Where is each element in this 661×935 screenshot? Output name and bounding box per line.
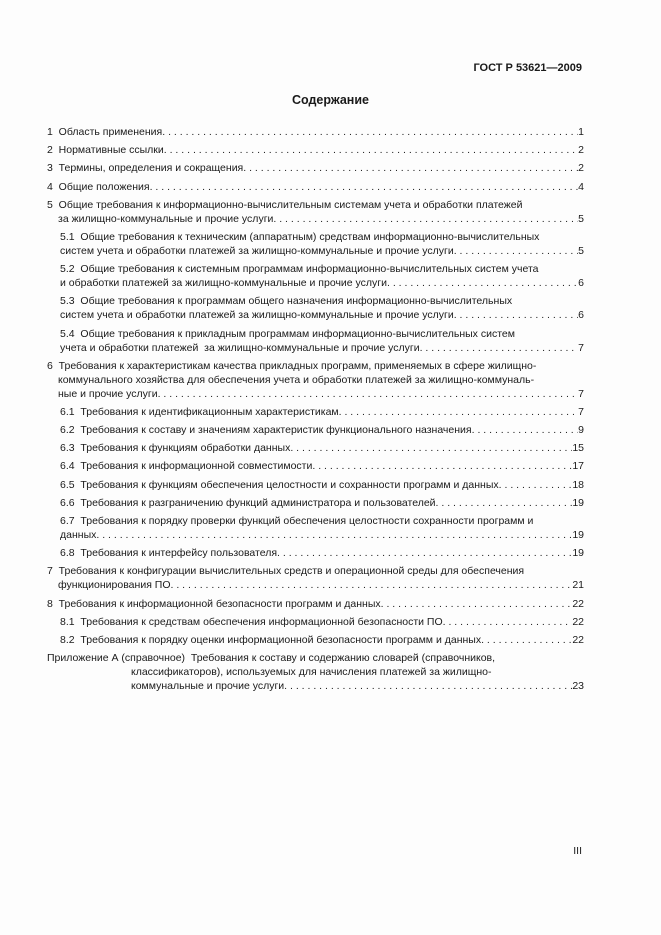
toc-entry-line — [60, 327, 584, 341]
toc-page-number: 7 — [578, 405, 584, 418]
toc-entry[interactable] — [47, 496, 584, 510]
dot-leader — [273, 212, 578, 226]
toc-entry-line — [47, 564, 584, 578]
toc-entry-line — [60, 514, 584, 528]
toc-entry-line — [60, 308, 584, 322]
toc-entry-text: систем учета и обработки платежей за жилищно-коммунальные и прочие услуги — [60, 244, 454, 257]
toc-entry[interactable] — [47, 441, 584, 455]
page-number: III — [573, 845, 582, 857]
dot-leader — [436, 496, 573, 510]
toc-entry-text: систем учета и обработки платежей за жилищно-коммунальные и прочие услуги — [60, 309, 454, 322]
toc-entry[interactable] — [47, 546, 584, 560]
toc-entry-text: 2 Нормативные ссылки — [47, 144, 164, 157]
dot-leader — [312, 459, 572, 473]
toc-page-number: 15 — [572, 442, 584, 455]
toc-page-number: 19 — [572, 547, 584, 560]
toc-entry-line — [60, 528, 584, 542]
toc-entry-text: 5.4 Общие требования к прикладным программам информационно-вычислительных систем — [60, 327, 515, 340]
dot-leader — [277, 546, 572, 560]
toc-entry[interactable] — [47, 651, 584, 693]
toc-entry-text: 8 Требования к информационной безопасности программ и данных — [47, 597, 381, 610]
toc-entry[interactable] — [47, 615, 584, 629]
toc-page-number: 1 — [578, 126, 584, 138]
toc-entry[interactable] — [47, 294, 584, 322]
toc-entry-text: 6.4 Требования к информационной совместимости — [60, 460, 313, 473]
toc-page-number: 19 — [572, 529, 584, 541]
dot-leader — [381, 597, 573, 611]
toc-entry-line — [47, 161, 584, 175]
toc-entry[interactable] — [47, 327, 584, 355]
toc-entry-line — [60, 262, 584, 276]
toc-entry-line — [60, 244, 584, 258]
toc-entry-line — [47, 387, 584, 401]
toc-entry[interactable] — [47, 514, 584, 542]
toc-entry-line — [60, 276, 584, 290]
toc-entry-line — [47, 578, 584, 592]
toc-entry-text: 6.1 Требования к идентификационным характеристикам — [60, 405, 339, 418]
toc-entry[interactable] — [47, 423, 584, 437]
dot-leader — [443, 615, 573, 629]
toc-entry-text: ные и прочие услуги — [58, 387, 158, 400]
toc-entry-text: и обработки платежей за жилищно-коммунальные и прочие услуги — [60, 277, 387, 290]
toc-page-number: 18 — [572, 478, 584, 491]
dot-leader — [290, 441, 572, 455]
toc-entry[interactable] — [47, 125, 584, 139]
dot-leader — [158, 387, 579, 401]
toc-entry-line — [47, 359, 584, 373]
toc-entry-text: 6.5 Требования к функциям обеспечения целостности и сохранности программ и данных — [60, 478, 499, 491]
toc-entry-line — [47, 198, 584, 212]
toc-page-number: 7 — [578, 387, 584, 400]
standard-number: ГОСТ Р 53621—2009 — [473, 62, 582, 74]
toc-entry-line — [47, 679, 584, 693]
toc-page-number: 22 — [572, 615, 584, 628]
dot-leader — [164, 143, 578, 157]
toc-page-number: 22 — [572, 633, 584, 646]
toc-page-number: 5 — [578, 212, 584, 225]
toc-entry-line — [60, 496, 584, 510]
toc-entry-line — [60, 478, 584, 492]
toc-page-number: 6 — [578, 309, 584, 322]
toc-entry[interactable] — [47, 633, 584, 647]
toc-entry-text: коммунального хозяйства для обеспечения учета и обработки платежей за жилищно-коммуналь- — [58, 373, 535, 386]
toc-page-number: 6 — [578, 277, 584, 290]
toc-entry-line — [47, 212, 584, 226]
toc-entry-text: за жилищно-коммунальные и прочие услуги — [58, 212, 274, 225]
toc-entry-line — [60, 423, 584, 437]
toc-page-number: 7 — [578, 341, 584, 354]
toc-entry[interactable] — [47, 180, 584, 194]
toc-entry-line — [47, 143, 584, 157]
toc-entry-text: 3 Термины, определения и сокращения — [47, 162, 244, 175]
dot-leader — [387, 276, 578, 290]
dot-leader — [339, 405, 579, 419]
toc-entry-text: 6.8 Требования к интерфейсу пользователя — [60, 547, 278, 560]
toc-entry[interactable] — [47, 564, 584, 592]
toc-page-number: 22 — [572, 597, 584, 610]
toc-entry[interactable] — [47, 405, 584, 419]
toc-entry-line — [47, 373, 584, 387]
dot-leader — [243, 161, 578, 175]
toc-entry-line — [47, 665, 584, 679]
toc-entry-text: данных — [60, 529, 97, 541]
dot-leader — [284, 679, 572, 693]
toc-page-number: 9 — [578, 424, 584, 437]
toc-entry-text: функционирования ПО — [58, 579, 171, 592]
toc-page-number: 4 — [578, 180, 584, 193]
toc-entry-text: 6 Требования к характеристикам качества прикладных программ, применяемых в сфере жилищно- — [47, 359, 537, 372]
dot-leader — [454, 308, 578, 322]
toc-entry-line — [60, 441, 584, 455]
toc-page-number: 2 — [578, 162, 584, 175]
toc-page-number: 2 — [578, 144, 584, 157]
toc-entry[interactable] — [47, 597, 584, 611]
toc-entry[interactable] — [47, 230, 584, 258]
toc-entry[interactable] — [47, 262, 584, 290]
toc-entry-text: 8.2 Требования к порядку оценки информационной безопасности программ и данных — [60, 633, 482, 646]
toc-entry[interactable] — [47, 459, 584, 473]
toc-entry-line — [60, 294, 584, 308]
dot-leader — [481, 633, 572, 647]
dot-leader — [420, 341, 579, 355]
toc-entry-text: 6.2 Требования к составу и значениям характеристик функционального назначения — [60, 424, 472, 437]
toc-entry-line — [47, 180, 584, 194]
toc-entry-line — [60, 405, 584, 419]
dot-leader — [150, 180, 579, 194]
toc-page-number: 17 — [572, 460, 584, 473]
dot-leader — [454, 244, 578, 258]
toc-entry[interactable] — [47, 198, 584, 226]
toc-entry-text: 5.2 Общие требования к системным программам информационно-вычислительных систем учета — [60, 263, 539, 276]
dot-leader — [162, 125, 578, 139]
dot-leader — [171, 578, 573, 592]
toc-page-number: 19 — [572, 496, 584, 509]
toc-entry-text: Приложение А (справочное) Требования к составу и содержанию словарей (справочников, — [47, 652, 496, 665]
toc-page-number: 21 — [572, 579, 584, 592]
toc-entry-text: коммунальные и прочие услуги — [131, 680, 285, 693]
toc-entry-line — [60, 230, 584, 244]
page-title: Содержание — [291, 93, 369, 107]
toc-entry-text: 8.1 Требования к средствам обеспечения информационной безопасности ПО — [60, 615, 443, 628]
toc-entry[interactable] — [47, 359, 584, 401]
toc-entry-text: 6.6 Требования к разграничению функций администратора и пользователей — [60, 496, 436, 509]
toc-entry-line — [60, 341, 584, 355]
toc-entry-text: учета и обработки платежей за жилищно-коммунальные и прочие услуги — [60, 341, 420, 354]
toc-entry-text: 4 Общие положения — [47, 180, 150, 193]
toc-entry-line — [60, 459, 584, 473]
toc-entry[interactable] — [47, 143, 584, 157]
toc-entry-text: 7 Требования к конфигурации вычислительных средств и операционной среды для обеспечения — [47, 565, 525, 578]
toc-entry-line — [60, 615, 584, 629]
toc-entry-text: 5.1 Общие требования к техническим (аппаратным) средствам информационно-вычислительных — [60, 230, 540, 243]
dot-leader — [472, 423, 579, 437]
toc-entry[interactable] — [47, 478, 584, 492]
toc-entry-text: 6.7 Требования к порядку проверки функций обеспечения целостности сохранности программ и — [60, 515, 534, 527]
table-of-contents — [47, 125, 584, 697]
toc-entry-line — [60, 633, 584, 647]
dot-leader — [96, 528, 572, 542]
toc-entry-text: 6.3 Требования к функциям обработки данных — [60, 442, 291, 455]
toc-entry-text: 1 Область применения — [47, 126, 163, 138]
toc-entry-text: 5.3 Общие требования к программам общего назначения информационно-вычислительных — [60, 295, 513, 308]
toc-page-number: 23 — [572, 680, 584, 693]
toc-page-number: 5 — [578, 244, 584, 257]
toc-entry-text: 5 Общие требования к информационно-вычислительным системам учета и обработки платежей — [47, 198, 523, 211]
toc-entry-line — [47, 651, 584, 665]
toc-entry-line — [47, 597, 584, 611]
dot-leader — [499, 478, 573, 492]
toc-entry[interactable] — [47, 161, 584, 175]
toc-entry-text: классификаторов), используемых для начисления платежей за жилищно- — [131, 666, 492, 679]
toc-entry-line — [47, 125, 584, 139]
toc-entry-line — [60, 546, 584, 560]
